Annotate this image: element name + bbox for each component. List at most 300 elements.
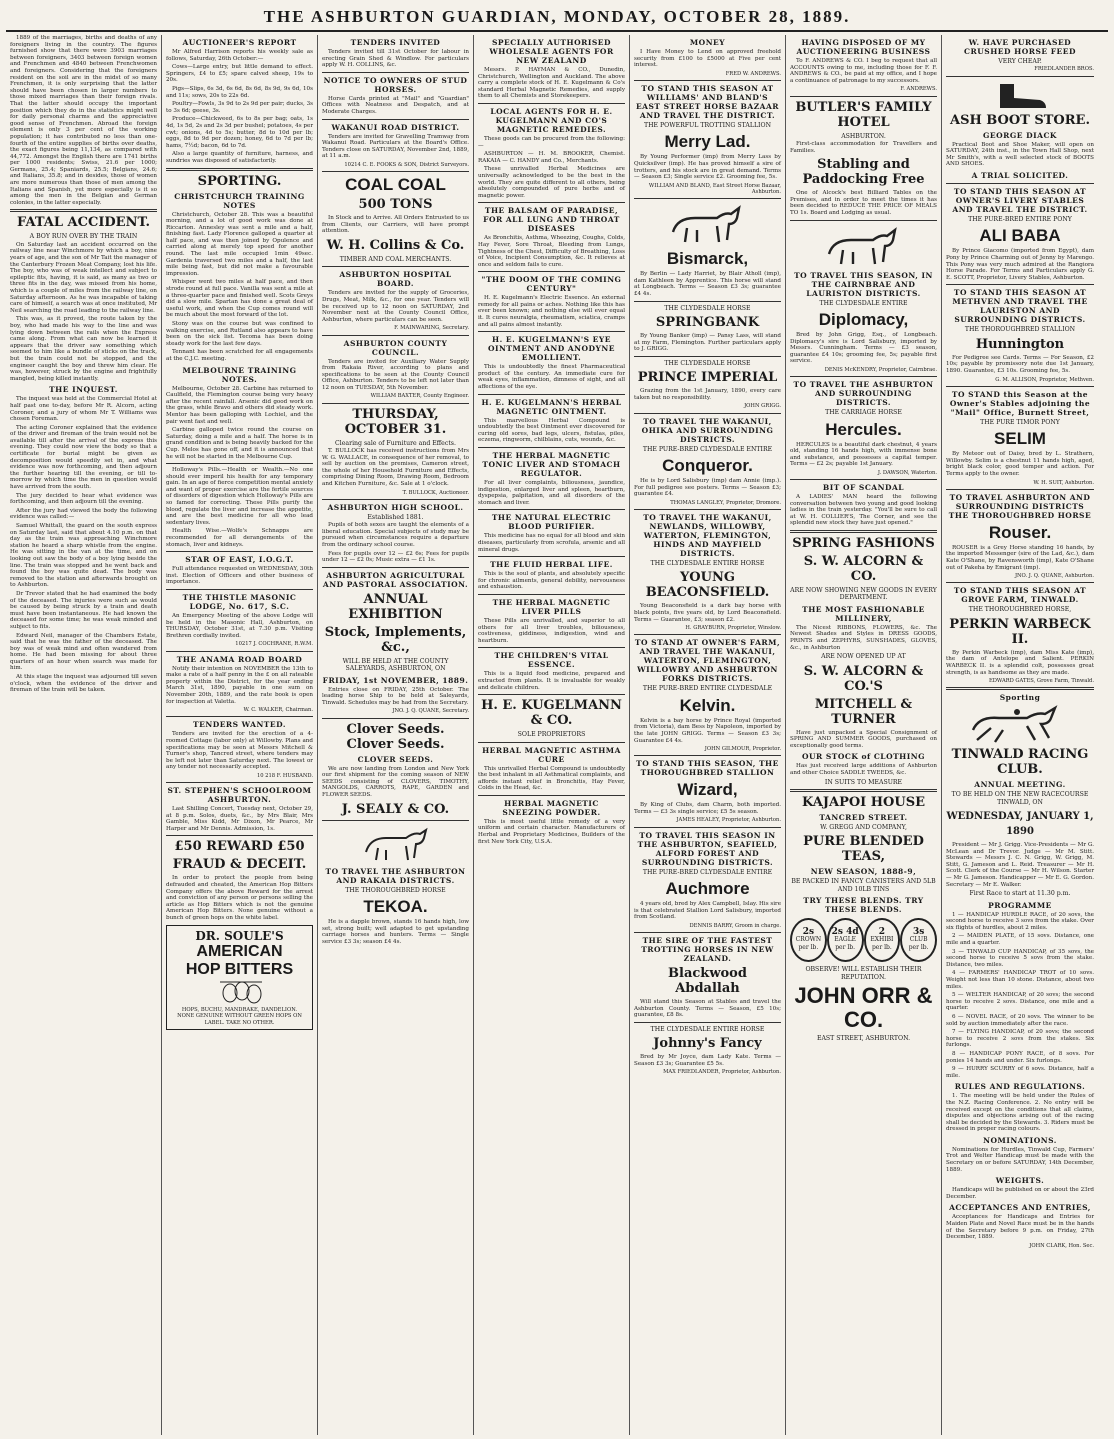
collins-name: W. H. Collins & Co.: [326, 237, 465, 253]
local-text: These unrivalled Herbal Medicines are universally acknowledged to be the best in the world. They are quite different to all others, being absolutely compounded of pure herbs and of magnetic power.: [478, 166, 625, 199]
clearing-sale: Clearing sale of Furniture and Effects.: [335, 439, 456, 447]
race-item: 7 — FLYING HANDICAP, of 20 sovs; the second horse to receive 2 sovs from the stakes. Six furlongs.: [946, 1029, 1094, 1049]
wizard-name: Wizard,: [677, 780, 738, 800]
race-item: 2 — MAIDEN PLATE, of 15 sovs. Distance, one mile and a quarter.: [946, 933, 1094, 947]
officers-text: President — Mr J. Grigg. Vice-Presidents — Mr G. McLean and Dr Trevor. Judge — Mr M. Stitt. Stewards — Messrs J. C. N. Grigg, W. Grigg, M. Stitt, G. Jameson and L. Reid. Treasurer — Mr H. Scott. Clerk of the Course — Mr H. Wilson. Starter — Mr G. Jameson. Handicapper — Mr E. G. Gordon. Secretary — Mr E. Walker.: [946, 842, 1094, 888]
headline-selim: TO STAND this Season at the Owner's Stables adjoining the "Mail" Office, Burnett Street,: [949, 389, 1091, 417]
ali-baba-name: ALI BABA: [979, 226, 1061, 246]
rules-heading: RULES AND REGULATIONS.: [954, 1082, 1086, 1092]
hunnington-sub: THE THOROUGHBRED STALLION: [964, 326, 1076, 334]
hop-bunch-icon: [210, 979, 270, 1005]
merry-sub: THE POWERFUL TROTTING STALLION: [643, 121, 771, 129]
observe-text: OBSERVE! WILL ESTABLISH THEIR REPUTATION.: [805, 966, 922, 981]
race-item: 6 — NOVEL RACE, of 20 sovs. The winner to be sold by auction immediately after the race.: [946, 1013, 1094, 1027]
millinery-text: The Nicest RIBBONS, FLOWERS, &c. The Newest Shades and Styles in DRESS GOODS, PRINTS and ZEPHYRS, SUNSHADES, GLOVES, &c., in Ashburton: [790, 624, 937, 651]
thistle-signature: 10217 J. COCHRANE, R.W.M.: [235, 641, 313, 648]
very-cheap: VERY CHEAP.: [998, 58, 1042, 65]
george-diack: GEORGE DIACK: [983, 130, 1057, 140]
johnny-sub: THE CLYDESDALE ENTIRE HORSE: [650, 1025, 765, 1033]
thistle-text: An Emergency Meeting of the above Lodge will be held in the Masonic Hall, Ashburton, on THURSDAY, October 31st, at 7.30 p.m. Visiting Brethren cordially invited.: [166, 613, 313, 639]
diplomacy-signature: DENIS McKENDRY, Proprietor, Cairnbrae.: [824, 366, 937, 373]
fatal-paragraph-1: On Saturday last an accident occurred on the railway line near Winchmore by which a boy, nine years of age, and the son of Mr Tait the manager of the Canterbury Frozen Meat Company, lost his life. The boy, who was of weak intellect and subject to epileptic fits, having, it is said, as many as two or three fits in the day, was missed from his home, which is a couple of miles from the railway line, on Saturday afternoon. As he was incapable of taking care of himself, a search was at once instituted, Mr Neil searching the road leading to the railway line.: [10, 241, 157, 314]
auchmore-name: Auchmore: [665, 879, 750, 899]
high-school-established: Established 1881.: [367, 513, 424, 521]
sport-text: Christchurch, October 28. This was a beautiful morning, and a lot of good work was done at Riccarton. Annesley was sent a mile and a half, finishing fast. Lady Florence galloped a quarter at half pace, and was then joined by Opulence and carried along at merely top speed for another round. The last mile occupied 1min 49sec. Gardenia traversed two miles and a half, the last mile being fast, but did not make a favourable impression.: [166, 211, 313, 277]
millinery-banner: THE MOST FASHIONABLE MILLINERY,: [802, 604, 925, 623]
hop-bitters-label: HOP BITTERS: [185, 960, 294, 978]
tea-stamp-club: [900, 918, 937, 962]
rouser-name: Rouser.: [988, 522, 1052, 542]
high-school-fees: Fees for pupils over 12 — £2 6s; Fees for pupils under 12 — £2 0s; Music extra — £1 1s.: [322, 550, 469, 564]
headline-liver-pills: THE HERBAL MAGNETIC LIVER PILLS: [492, 597, 611, 616]
boot-icon: [970, 80, 1070, 110]
tea-stamps: [790, 918, 937, 962]
headline-money: MONEY: [689, 38, 726, 47]
headline-stud-horses: NOTICE TO OWNERS OF STUD HORSES.: [323, 75, 468, 94]
headline-merry-lad: TO STAND THIS SEASON AT WILLIAMS' AND BLAND'S EAST STREET HORSE BAZAAR AND TRAVEL THE DISTRICT.: [635, 83, 780, 120]
first-race: First Race to start at 11.30 p.m.: [969, 890, 1071, 898]
headline-having-disposed: HAVING DISPOSED OF MY AUCTIONEERING BUSINESS: [796, 38, 931, 56]
blood-text: This medicine has no equal for all blood and skin diseases, particularly from scrofula, arsenic and all mineral drugs.: [478, 533, 625, 553]
springbank-text: By Young Banker (imp) — Pansy Lass, will stand at my Farm, Flemington. Further particulars apply to J. GRIGG.: [634, 332, 781, 353]
headline-st-stephens: ST. STEPHEN'S SCHOOLROOM ASHBURTON.: [167, 786, 312, 805]
headline-sneezing: HERBAL MAGNETIC SNEEZING POWDER.: [502, 798, 601, 817]
wakanui-signature: 10214 C. E. FOOKS & SON, District Surveyors.: [344, 161, 469, 168]
holloway-ad: Holloway's Pills.—Health or Wealth.—No one should ever imperil his health for any temporary gain. In an age of fierce competition mental anxiety and want of proper exercise are the fertile sources of disorders of digestion which Holloway's Pills are so famed for correcting. These Pills purify the blood, regulate the liver and increase the appetite, and are the best medicine for all who lead sedentary lives.: [166, 467, 313, 526]
inquest-paragraph-2: The acting Coroner explained that the evidence of the driver and fireman of the train would not be available till after the arrival of the express this evening. They could now view the body so that a certificate for burial might be given as decomposition would speedily set in, and what evidence was now forthcoming, and then adjourn the further hearing till the evening, or till to-morrow by which time the men in question would have arrived from the south.: [10, 424, 157, 491]
headline-hospital: ASHBURTON HOSPITAL BOARD.: [339, 270, 452, 289]
headline-conqueror-travel: TO TRAVEL THE WAKANUI, OHIKA AND SURROUNDING DISTRICTS.: [641, 416, 774, 444]
stamp-label: CLUB: [909, 936, 928, 944]
imperial-text: Grazing from the 1st January, 1890, every care taken but no responsibility.: [634, 388, 781, 401]
headline-balsam: THE BALSAM OF PARADISE, FOR ALL LUNG AND THROAT DISEASES: [483, 206, 620, 234]
conqueror-sub: THE PURE-BRED CLYDESDALE ENTIRE: [642, 445, 773, 453]
kajapoi-house: KAJAPOI HOUSE: [801, 795, 926, 811]
weights-heading: WEIGHTS.: [995, 1176, 1045, 1186]
inquest-paragraph-1: The inquest was held at the Commercial Hotel at half past one to-day, before Mr R. Alcorn, acting Coroner, and a jury of whom Mr T. Williams was chosen Foreman.: [10, 396, 157, 423]
stamp-unit: per lb.: [798, 944, 819, 952]
column-3: [318, 35, 474, 1435]
hospital-signature: F. MAINWARING, Secretary.: [394, 325, 469, 332]
headline-crushed-feed: W. HAVE PURCHASED CRUSHED HORSE FEED: [964, 38, 1076, 56]
alcorn-name-2: S. W. ALCORN & CO.'S: [803, 663, 924, 694]
headline-magnetic-ointment: H. E. KUGELMANN'S HERBAL MAGNETIC OINTMENT.: [481, 397, 622, 416]
annual-exhibition: ANNUAL EXHIBITION: [348, 591, 443, 622]
tenders-signature: 10 218 F. HUSBAND.: [256, 772, 313, 779]
headline-tekoa-travel: TO TRAVEL THE ASHBURTON AND RAKAIA DISTRICTS.: [325, 866, 466, 885]
headline-sporting: SPORTING.: [197, 173, 282, 189]
clover-text: We are now landing from London and New York our first shipment for the coming season of NEW SEEDS consisting of CLOVERS, TIMOTHY, MANGOLDS, CARROTS, RAPE, GARDEN and FLOWER SEEDS.: [322, 765, 469, 798]
selim-signature: W. H. SUIT, Ashburton.: [1033, 479, 1094, 486]
prince-imperial-name: PRINCE IMPERIAL: [637, 370, 778, 386]
meeting-date: WEDNESDAY, JANUARY 1, 1890: [946, 811, 1094, 838]
exhibition-location: WILL BE HELD AT THE COUNTY SALEYARDS, ASHBURTON, ON: [342, 657, 449, 673]
star-text: Full attendance requested on WEDNESDAY, 30th inst. Election of Officers and other business of importance.: [166, 566, 313, 586]
headline-kelvin: TO STAND AT OWNER'S FARM, AND TRAVEL THE WAKANUI, WATERTON, FLEMINGTON, WILLOWBY AND ASHBURTON FORKS DISTRICTS.: [634, 638, 781, 684]
tenders-text: Tenders are invited for the erection of a 4-roomed Cottage (labor only) at Willowby. Plans and specifications may be seen at Messrs Mitchell & Turner's shop, Tancred street, where tenders may be left not later than Saturday next. The lowest or any tender not necessarily accepted.: [166, 731, 313, 771]
headline-tonic: THE HERBAL MAGNETIC TONIC LIVER AND STOMACH REGULATOR.: [482, 451, 621, 478]
masthead: THE ASHBURTON GUARDIAN, MONDAY, OCTOBER 28, 1889.: [6, 4, 1108, 32]
rouser-text: ROUSER is a Grey Horse standing 16 hands, by the imported Messenger (sire of the Lad, &c.), dam Kate O'Shane, by Ravensworth (imp), Kate O'Shane out of Pakeha by Emigrant (imp).: [946, 544, 1094, 571]
asthma-text: This unrivalled Herbal Compound is undoubtedly the best inhalant in all Asthmatical complaints, and affords instant relief in Bronchitis, Hay Fever, Colds in the Head, &c.: [478, 765, 625, 792]
headline-doom: "THE DOOM OF THE COMING CENTURY": [481, 275, 622, 294]
inquest-paragraph-7: Edward Neil, manager of the Chambers Estate, said that he was the father of the deceased. The boy was of weak mind and often wandered from home. He had been missing for about three quarters of an hour when search was made for him.: [10, 632, 157, 672]
stamp-price: 2s: [802, 927, 815, 938]
headline-young-travel: TO TRAVEL THE WAKANUI, NEWLANDS, WILLOWBY, WATERTON, FLEMINGTON, HINDS AND MAYFIELD DISTRICTS.: [643, 512, 772, 558]
headline-inquest: THE INQUEST.: [49, 385, 118, 395]
conqueror-signature: THOMAS LANGLEY, Proprietor, Dromore.: [670, 499, 781, 506]
friedlander-signature: FRIEDLANDER BROS.: [1034, 66, 1094, 73]
hunnington-name: Hunnington: [975, 336, 1065, 352]
coal-tons: 500 TONS: [358, 197, 433, 213]
race-item: 3 — TINWALD CUP HANDICAP, of 35 sovs, the second horse to receive 5 sovs from the stake. Distance, two miles.: [946, 948, 1094, 968]
young-text: Young Beaconsfield is a dark bay horse with black points, five years old, by Lord Beaconsfield. Terms — Guarantee, £3; season £2.: [634, 603, 781, 623]
article-intro: 1889 of the marriages, births and deaths of any foreigners living in the country. The figures furnished show that there were 3903 marriages between foreigners, 3403 between foreign women and Frenchmen and 4840 between Frenchwomen and foreigners. Considering that the foreigners resident on the soil are in the midst of so many Frenchmen, it is only surprising that the latter should have been chosen in larger numbers to those mixed marriages than their foreign rivals. That the latter should occupy the important position which they do in the statistics might well for daily personal charms and the appreciative good sense of Frenchmen. Abroad the foreign element is only 3 per cent of the working population; it has contributed no less than one-fourth of the entire supplies of births over deaths, the exact figures being 11,134, as compared with 44,772. Amongst the English there are 1741 births per 1000 residents; Swiss, 21.6 per 1000; Germans, 25.4; Spaniards, 25.5; Belgians, 24.6; and Italians, 35.8; and in desides, those of women are more numerous than those of men among the Italians and Spanish, yet more especially is it so among the men in the Belgian and German colonies, in the latter especially.: [10, 35, 157, 206]
melbourne-text: Carbine galloped twice round the course on Saturday, doing a mile and a half. The horse is in grand condition and is being heavily backed for the Cup. Melos has gone off, and it is announced that he will not be started in the Melbourne Cup.: [166, 427, 313, 460]
johnny-text: Bred by Mr Joyce, dam Lady Kate. Terms — Season £3 3s; Guarantee £5 5s.: [634, 1054, 781, 1067]
auction-text: Pigs—Slips, 6s 3d, 6s 6d, 8s 6d, 8s 9d, 9s 6d, 10s and 11s; sows, 20s to 22s 6d.: [166, 85, 313, 99]
selim-name: SELIM: [994, 429, 1046, 449]
perkin-sub: THE THOROUGHBRED HORSE,: [968, 606, 1072, 614]
stamp-unit: per lb.: [871, 944, 892, 952]
hunnington-signature: G. M. ALLISON, Proprietor, Methven.: [995, 376, 1094, 383]
clover-banner: Clover Seeds. Clover Seeds.: [346, 721, 445, 752]
doom-text: H. E. Kugelmann's Electric Essence. An external remedy for all pains or aches. Nothing like this has ever been known; and nothing else will ever equal it. It cures neuralgia, rheumatism, sciatica, cramps and all pains almost instantly.: [478, 295, 625, 328]
hop-footer: NONE GENUINE WITHOUT GREEN HOPS ON LABEL. TAKE NO OTHER.: [177, 1013, 302, 1026]
ash-boot-store: ASH BOOT STORE.: [950, 112, 1090, 128]
headline-hunnington: TO STAND THIS SEASON AT METHVEN AND TRAVEL THE LAURISTON AND SURROUNDING DISTRICTS.: [952, 288, 1088, 325]
pure-blended-teas: PURE BLENDED TEAS,: [803, 834, 924, 865]
clydesdale-sub: THE CLYDESDALE HORSE: [664, 304, 751, 312]
spring-fashions: SPRING FASHIONS: [792, 536, 935, 552]
balsam-text: As Bronchitis, Asthma, Wheezing, Coughs, Colds, Hay Fever, Sore Throat, Bleeding from Lungs, Tightness of the Chest, Difficulty of Breathing, Loss of Voice, Incipient Consumption, &c. It relieves at once and seldom fails to cure.: [478, 235, 626, 268]
rouser-signature: JNO. J. Q. QUANE, Ashburton.: [1014, 573, 1094, 580]
headline-tenders-wanted: TENDERS WANTED.: [193, 720, 286, 730]
headline-perkin: TO STAND THIS SEASON AT GROVE FARM, TINWALD.: [953, 586, 1087, 605]
sport-text: Whisper went two miles at half pace, and then strode round at full pace. Vanilla was sent a mile at a three-quarter pace and finished well. Scots Greys did a slow mile. Spartan has done a great deal of useful work, and when the Cup comes round will be much about the most forward of the lot.: [166, 279, 313, 319]
blackwood-text: Will stand this Season at Stables and travel the Ashburton County. Terms — Season, £5 10s; guarantee, £8 8s.: [634, 999, 781, 1019]
money-text: I Have Money to Lend on approved freehold security from £100 to £5000 at Five per cent interest.: [634, 49, 781, 69]
johnny-signature: MAX FRIEDLANDER, Proprietor, Ashburton.: [663, 1069, 781, 1076]
sealy-name: J. SEALY & CO.: [341, 801, 450, 817]
auchmore-text: 4 years old, bred by Alex Campbell, Islay. His sire is that celebrated Stallion Lord Salisbury, imported from Scotland.: [634, 901, 781, 921]
fatal-paragraph-2: This was, as it proved, the route taken by the boy, who had made his way to the line and was lying down between the rails when the Express came along. From what can now be learned it appears that the driver saw something which seemed to him like a bundle of sticks on the track, but the train could not be stopped, and the engineer caught the boy and threw him clear. He was, however, struck by the engine and frightfully mangled, being killed instantly.: [10, 316, 157, 382]
column-6: [786, 35, 942, 1435]
gregg-company: W. GREGG AND COMPANY,: [820, 824, 907, 832]
butlers-town: ASHBURTON.: [841, 132, 886, 140]
tea-stamp-eagle: [827, 918, 864, 962]
health-ad: Health Wise.—Wolfe's Schnapps are recommended for all derangements of the stomach, liver and kidneys.: [166, 528, 313, 548]
children-text: This is a liquid food medicine, prepared and extracted from plants. It is invaluable for weakly and delicate children.: [478, 671, 625, 691]
auction-text: Also a large quantity of furniture, harness, and sundries was disposed of satisfactorily.: [166, 151, 313, 164]
inquest-paragraph-6: Dr Trevor stated that he had examined the body of the deceased. The injuries were such as would be caused by being struck by a train and death must have been instantaneous. He had known the deceased for some time; he was weak minded and subject to fits.: [10, 590, 157, 630]
nominations-heading: NOMINATIONS.: [983, 1135, 1057, 1145]
rules-text: 1. The meeting will be held under the Rules of the N.Z. Racing Conference. 2. No entry will be received except on the conditions that all claims, disputes and objections arising out of the racing shall be decided by the Stewards. 3. Riders must be dressed in proper racing colours.: [946, 1093, 1094, 1133]
butlers-text: First-class accommodation for Travellers and Families.: [790, 140, 937, 154]
blackwood-name: Blackwood Abdallah: [668, 966, 747, 997]
stabling-text: One of Alcock's best Billiard Tables on the Premises, and in order to meet the times it has been decided to REDUCE THE PRICE OF MEALS TO 1s. Board and Lodging as usual.: [790, 190, 937, 216]
scandal-text: A LADIES' MAN heard the following conversation between two young and good looking ladies in the train yesterday. "You'll be sure to call at W. H. COLLIER'S, The Corner, and see the splendid new stock they have just opened.": [790, 494, 937, 527]
having-text: To F. ANDREWS & CO. I beg to request that all ACCOUNTS owing to me, including those for F. F. ANDREWS & CO., be paid at my office, and I hope a continuance of patronage to my successors.: [790, 58, 937, 84]
inquest-paragraph-8: At this stage the inquest was adjourned till seven o'clock, when the evidence of the driver and fireman of the train will be taken.: [10, 674, 157, 694]
headline-auctioneer: AUCTIONEER'S REPORT: [182, 38, 297, 47]
clothing-text: Has just received large additions of Ashburton and other Choice SADDLE TWEEDS, &c.: [790, 763, 937, 777]
eye-text: This is undoubtedly the finest Pharmaceutical product of the century. An immediate cure for weak eyes, inflammation, dimness of sight, and all affections of the eye.: [478, 364, 625, 391]
stamp-price: 2: [878, 927, 885, 938]
ali-text: By Prince Giacomo (imported from Egypt), dam Pony by Prince Charming out of Jenny by Marengo. This Pony was very much admired at the Rangiora Horse Parade. For Terms and Particulars apply G. E. SCOTT, Proprietor, Livery Stables, Ashburton.: [946, 248, 1094, 281]
reward-banner: £50 REWARD £50: [174, 839, 305, 855]
alcorn-showing: ARE NOW SHOWING NEW GOODS IN EVERY DEPARTMENT.: [790, 587, 937, 602]
bullock-signature: T. BULLOCK, Auctioneer.: [402, 489, 469, 496]
anama-signature: W. C. WALKER, Chairman.: [243, 707, 313, 714]
horse-icon: [819, 224, 909, 268]
perkin-warbeck-name: PERKIN WARBECK II.: [949, 616, 1091, 647]
tender-invited-text: Tenders invited till 31st October for labour in erecting Grain Shed & Windlow. For particulars apply W. H. COLLINS, &c.: [322, 49, 469, 69]
young-sub: THE CLYDESDALE ENTIRE HORSE: [650, 559, 765, 567]
auchmore-sub: THE PURE-BRED CLYDESDALE ENTIRE: [642, 868, 773, 876]
dr-soule-label: DR. SOULE'S: [195, 928, 284, 943]
headline-ali-baba: TO STAND THIS SEASON AT OWNER'S LIVERY STABLES AND TRAVEL THE DISTRICT.: [952, 186, 1088, 214]
headline-hercules: TO TRAVEL THE ASHBURTON AND SURROUNDING DISTRICTS.: [793, 380, 934, 408]
auction-text: Produce—Chickweed, 6s to 8s per bag; oats, 1s 4d, 1s 5d, 2s and 2s 3d per bushel; potatoes, 4s per cwt; onions, 4d to 5s; butter, 8d to 10d per lb; eggs, 8d to 9d per dozen; honey, 6d to 7d per lb; hams, 7½d; bacon, 6d to 7d.: [166, 116, 313, 149]
inquest-paragraph-4: After the jury had viewed the body the following evidence was called:—: [10, 507, 157, 521]
john-orr-name: JOHN ORR & CO.: [794, 983, 933, 1033]
local-text: These goods can be procured from the following:—: [478, 135, 625, 149]
diplomacy-name: Diplomacy,: [818, 309, 909, 329]
stock-implements: Stock, Implements, &c.,: [324, 624, 467, 655]
race-item: 1 — HANDICAP HURDLE RACE, of 20 sovs, the second horse to receive 3 sovs from the stake. Over six flights of hurdles, about 2 miles.: [946, 911, 1094, 931]
bismarck-text: By Berlin — Lady Harriet, by Blair Atholl (imp), dam Kathleen by Apprentice. This horse will stand at Longbeach. Terms — Season £3 3s; guarantee £4 4s.: [634, 271, 781, 297]
inquest-paragraph-3: The jury decided to hear what evidence was forthcoming, and then adjourn till the evening.: [10, 492, 157, 506]
kelvin-text: Kelvin is a bay horse by Prince Royal (imported from Victoria), dam Bess by Napoleon, imported by the late JOHN GRIGG. Terms — Season £3 3s; Guarantee £4 4s.: [634, 717, 781, 744]
hercules-signature: J. DAWSON, Waterton.: [877, 469, 937, 476]
merry-text: By Young Performer (imp) from Merry Lass by Quicksilver (imp). He has proved himself a sire of trotters, and his stock are in great demand. Terms — Season £3; Single service £2. Grooming fee, 5s.: [634, 154, 781, 181]
kelvin-signature: JOHN GILMOUR, Proprietor.: [704, 746, 781, 753]
headline-local-agents: LOCAL AGENTS FOR H. E. KUGELMANN AND CO'S MAGNETIC REMEDIES.: [490, 106, 613, 134]
stud-text: Horse Cards printed at "Mail" and "Guardian" Offices with Neatness and Despatch, and at Moderate Charges.: [322, 95, 469, 115]
racehorse-icon: [965, 704, 1075, 744]
column-7: [942, 35, 1098, 1435]
stephen-text: Last Shilling Concert, Tuesday next, October 29, at 8 p.m. Solos, duets, &c., by Mrs Blair, Mrs Gamble, Miss Kidd, Mr Dixon, Mr Pearce, Mr Harper and Mr Dennis. Admission, 1s.: [166, 806, 313, 832]
stamp-unit: per lb.: [835, 944, 856, 952]
headline-scandal: BIT OF SCANDAL: [822, 483, 905, 493]
stabling-banner: Stabling and Paddocking Free: [802, 157, 925, 188]
perkin-text: By Perkin Warbeck (imp), dam Miss Kate (imp), the dam of Antelope and Salient. PERKIN WARBECK II. is a splendid colt, possesses great strength, is as handsome as they are made.: [946, 649, 1094, 676]
clothing-banner: OUR STOCK of CLOTHING: [801, 752, 926, 762]
headline-county-council: ASHBURTON COUNTY COUNCIL.: [343, 338, 448, 357]
columns: [6, 35, 1108, 1435]
stamp-price: 2s 4d: [831, 927, 859, 938]
mitchell-turner: MITCHELL & TURNER: [814, 696, 913, 727]
anama-text: Notify their intention on NOVEMBER the 13th to make a rate of a half penny in the £ on all rateable property within the District, for the year ending March 31st, 1890, payable in one sum on November 20th, 1889, and the rate book is open for inspection at Valetta.: [166, 665, 313, 705]
county-text: Tenders are invited for Auxiliary Water Supply from Rakaia River, according to plans and specifications to be seen at the County Council Office, Ashburton. Tenders to be left not later than 12 noon on TUESDAY, 5th November.: [322, 358, 469, 391]
wakanui-text: Tenders are invited for Gravelling Tramway from Wakanui Road. Particulars at the Board's Office. Tenders close on SATURDAY, November 2nd, 1889, at 11 a.m.: [322, 133, 469, 160]
magnetic-text: This marvellous Herbal Compound is undoubtedly the best Ointment ever discovered for curing old sores, bad legs, ulcers, fistulas, piles, eczema, ringworm, chilblains, cuts, wounds, &c.: [478, 417, 625, 444]
kugelmann-name: H. E. KUGELMANN & CO.: [481, 698, 622, 729]
sporting-label: Sporting: [999, 693, 1041, 703]
headline-fluid: THE FLUID HERBAL LIFE.: [490, 560, 613, 570]
to-be-held: TO BE HELD ON THE NEW RACECOURSE TINWALD, ON: [951, 791, 1089, 806]
race-item: 9 — HURRY SCURRY of 6 sovs. Distance, half a mile.: [946, 1066, 1094, 1079]
john-orr-address: EAST STREET, ASHBURTON.: [816, 1035, 911, 1043]
clover-seeds: CLOVER SEEDS.: [357, 754, 434, 764]
sport-text: Tennant has been scratched for all engagements at the C.J.C. meeting.: [166, 349, 313, 362]
horse-icon: [356, 824, 436, 864]
fluid-text: This is the soul of plants, and absolutely specific for chronic ailments, general debility, nervousness and exhaustion.: [478, 571, 625, 591]
stamp-unit: per lb.: [908, 944, 929, 952]
diplomacy-sub: THE CLYDESDALE ENTIRE: [819, 299, 908, 307]
exhibition-date: FRIDAY, 1st NOVEMBER, 1889.: [322, 675, 469, 685]
column-2: [162, 35, 318, 1435]
hunnington-text: For Pedigree see Cards. Terms — For Season, £2 10s; payable by promissory note due 1st January, 1890. Guarantee, £3 10s. Grooming fee, 5s.: [946, 354, 1094, 374]
conqueror-text: He is by Lord Salisbury (imp) dam Annie (imp.). For full pedigree see posters. Terms — Season £3; guarantee £4.: [634, 477, 781, 498]
stamp-label: CROWN: [795, 936, 822, 944]
suits-to-measure: IN SUITS TO MEASURE: [824, 778, 903, 786]
kelvin-sub: THE PURE-BRED ENTIRE CLYDESDALE: [642, 685, 773, 693]
headline-tenders-invited: TENDERS INVITED: [350, 38, 441, 47]
headline-blood: THE NATURAL ELECTRIC BLOOD PURIFIER.: [491, 513, 612, 532]
bismarck-name: Bismarck,: [666, 249, 749, 269]
race-item: 4 — FARMERS' HANDICAP TROT of 10 sovs. Weight not less than 10 stone. Distance, about two miles.: [946, 970, 1094, 990]
headline-auchmore: TO TRAVEL THIS SEASON IN THE ASHBURTON, SEAFIELD, ALFORD FOREST AND SURROUNDING DISTRICTS.: [637, 830, 778, 867]
tancred-street: TANCRED STREET.: [819, 813, 908, 823]
high-school-text: Pupils of both sexes are taught the elements of a liberal education. Special subjects of study may be pursued when circumstances require a departure from the ordinary school course.: [322, 522, 469, 549]
butlers-hotel: BUTLER'S FAMILY HOTEL: [795, 99, 932, 130]
tea-stamp-exhibition: [864, 918, 901, 962]
fraud-banner: FRAUD & DECEIT.: [172, 857, 307, 873]
thursday-banner: THURSDAY, OCTOBER 31.: [344, 406, 447, 437]
fraud-text: In order to protect the people from being defrauded and cheated, the American Hop Bitters Company offers the above Reward for the arrest and conviction of any person or persons selling the article as Hop Bitters which is not the genuine American Hop Bitters. None genuine without a bunch of green hops on the white label.: [166, 875, 313, 922]
johnnys-fancy-name: Johnny's Fancy: [653, 1036, 762, 1052]
local-text: ASHBURTON — H. M. BROOKER, Chemist. RAKAIA — C. HANDY and Co., Merchants.: [478, 151, 625, 164]
headline-star-of-east: STAR OF EAST, I.O.G.T.: [185, 555, 294, 565]
headline-diplomacy: TO TRAVEL THIS SEASON, IN THE CAIRNBRAE AND LAURISTON DISTRICTS.: [794, 270, 933, 298]
acceptances-text: Acceptances for Handicaps and Entries for Maiden Plate and Novel Race must be in the hands of the Secretary before 9 p.m. on Friday, 27th December, 1889.: [946, 1214, 1094, 1241]
headline-wizard: TO STAND THIS SEASON, THE THOROUGHBRED STALLION: [636, 759, 779, 778]
kelvin-name: Kelvin.: [679, 695, 736, 715]
tekoa-sub: THE THOROUGHBRED HORSE: [345, 886, 446, 894]
exhibition-text: Entries close on FRIDAY, 25th October. The leading horse Ship to be held at Saleyards, Tinwald. Schedules may be had from the Secretary.: [322, 686, 469, 706]
stamp-price: 3s: [912, 927, 925, 938]
new-season: NEW SEASON, 1888-9,: [810, 867, 917, 877]
imperial-sub: THE CLYDESDALE HORSE: [664, 359, 751, 367]
tekoa-text: He is a dapple brown, stands 16 hands high, low set, strong built; well adapted to get upstanding carriage horses and hunters. Terms — Single service £3 3s; season £4 4s.: [322, 918, 469, 945]
hop-bitters-ad: [166, 925, 313, 1030]
headline-children: THE CHILDREN'S VITAL ESSENCE.: [494, 651, 609, 670]
young-beaconsfield-name: YOUNG BEACONSFIELD.: [645, 570, 770, 601]
auction-text: Mr Alfred Harrison reports his weekly sale as follows, Saturday, 26th October:—: [166, 49, 313, 62]
acceptances-heading: ACCEPTANCES AND ENTRIES,: [949, 1203, 1091, 1213]
inquest-paragraph-5: Samuel Whittall, the guard on the south express on Saturday last, said that about 4.10 p.m. on that day as the train was approaching Winchmore station he heard a sharp whistle from the engine. He was sitting in the van at the time, and on looking out saw the body of a boy lying beside the line. The train was stopped and he went back and found the boy was quite dead. The body was removed to the station and afterwards brought on to Ashburton.: [10, 523, 157, 589]
tekoa-name: TEKOA.: [363, 896, 428, 916]
auchmore-signature: DENNIS BARRY, Groom in charge.: [689, 922, 781, 929]
having-signature: F. ANDREWS.: [900, 86, 937, 93]
wizard-text: By King of Clubs, dam Charm, both imported. Terms — £3 3s single service; £5 5s season.: [634, 802, 781, 815]
melbourne-text: Melbourne, October 28. Carbine has returned to Caulfield, the Flemington course being very heavy after the recent rainfall. Arsenic did good work on the grass, while Bravo and others did steady work. Mentor has been galloping with Lochiel, and the pair went fast and well.: [166, 385, 313, 425]
hospital-text: Tenders are invited for the supply of Groceries, Drugs, Meat, Milk, &c., for one year. Tenders will be received up to 12 noon on SATURDAY, 2nd November next at the County Council Office, Ashburton, where particulars can be seen.: [322, 290, 469, 323]
liver-text: These Pills are unrivalled, and superior to all others for all liver troubles, biliousness, costiveness, giddiness, indigestion, wind and heartburn.: [478, 617, 625, 644]
have-text: Have just unpacked a Special Consignment of SPRING AND SUMMER GOODS, purchased on exceptionally good terms.: [790, 729, 937, 749]
hercules-sub: THE CARRIAGE HORSE: [825, 409, 902, 417]
stamp-label: EXHIBI: [870, 936, 894, 944]
headline-eye-ointment: H. E. KUGELMANN'S EYE OINTMENT AND ANODYNE EMOLLIENT.: [488, 335, 615, 363]
headline-blackwood: THE SIRE OF THE FASTEST TROTTING HORSES IN NEW ZEALAND.: [641, 936, 774, 964]
tonic-text: For all liver complaints, biliousness, jaundice, indigestion, enlarged liver and spleen, heartburn, dyspepsia, palpitation, and all disorders of the stomach and liver.: [478, 480, 625, 506]
headline-asthma: HERBAL MAGNETIC ASTHMA CURE: [482, 745, 621, 764]
tea-stamp-crown: [790, 918, 827, 962]
race-item: 5 — WELTER HANDICAP, of 20 sovs; the second horse to receive 2 sovs. Distance, one mile and a quarter.: [946, 992, 1094, 1012]
packed-text: BE PACKED IN FANCY CANISTERS AND 5LB AND 10LB TINS: [791, 878, 936, 893]
headline-wakanui: WAKANUI ROAD DISTRICT.: [331, 122, 460, 132]
selim-text: By Meteor out of Daisy, bred by L. Strathern, Willowby. Selim is a chestnut 11 hands high, aged, bright black color, good temper and action. For Terms apply to the owner.: [946, 451, 1094, 477]
wizard-signature: JAMES HEALEY, Proprietor, Ashburton.: [676, 817, 781, 824]
programme-heading: PROGRAMME: [988, 900, 1052, 910]
hop-ingredients: HOPS, BUCHU, MANDRAKE, DANDELION.: [181, 1007, 298, 1014]
headline-rouser: TO TRAVEL ASHBURTON AND SURROUNDING DISTRICTS THE THOROUGHBRED HORSE: [948, 492, 1092, 520]
coal-text: In Stock and to Arrive. All Orders Entrusted to us from Clients, our Carriers, will have prompt attention.: [322, 215, 469, 235]
column-1: [6, 35, 162, 1435]
imperial-signature: JOHN GRIGG.: [744, 403, 781, 410]
acceptances-signature: JOHN CLARK, Hon. Sec.: [1029, 1242, 1094, 1249]
headline-agents: SPECIALLY AUTHORISED WHOLESALE AGENTS FOR NEW ZEALAND: [489, 38, 614, 65]
diplomacy-text: Bred by John Grigg, Esq., of Longbeach. Diplomacy's sire is Lord Salisbury, imported by Messrs. Cunningham. Terms — £3 season, guarantee £4 10s; grooming fee, 5s; payable first service.: [790, 331, 937, 365]
sneezing-text: This is most useful little remedy of a very uniform and certain character. Manufacturers of Herbal and Proprietary Medicines, Builders of the first New York City, U.S.A.: [478, 818, 625, 845]
ali-sub: THE PURE-BRED ENTIRE PONY: [968, 215, 1072, 223]
try-blends: TRY THESE BLENDS. TRY THESE BLENDS.: [803, 896, 924, 915]
annual-meeting: ANNUAL MEETING.: [974, 780, 1066, 790]
exhibition-signature: JNO. J. Q. QUANE, Secretary.: [392, 708, 469, 715]
headline-agricultural: ASHBURTON AGRICULTURAL AND PASTORAL ASSOCIATION.: [322, 570, 469, 589]
nominations-text: Nominations for Hurdles, Tinwald Cup, Farmers' Trot and Welter Handicap must be made with the Secretary on or before SATURDAY, 14th December, 1889.: [946, 1146, 1094, 1173]
tinwald-racing-club: TINWALD RACING CLUB.: [951, 747, 1089, 778]
merry-lad-name: Merry Lad.: [664, 132, 751, 152]
subheadline-fatal: A BOY RUN OVER BY THE TRAIN: [29, 233, 138, 241]
alcorn-name: S. W. ALCORN & CO.: [803, 554, 924, 585]
bullock-text: T. BULLOCK has received instructions from Mrs W. G. WALLACE, in consequence of her removal, to sell by auction on the premises, Cameron street, the whole of her Household Furniture and Effects, comprising Dining Room, Drawing Room, Bedroom and Kitchen Furniture, &c. Sale at 1 o'clock.: [322, 448, 469, 488]
trial-solicited: A TRIAL SOLICITED.: [971, 170, 1069, 180]
american-label: AMERICAN: [196, 942, 283, 960]
stamp-label: EAGLE: [834, 936, 857, 944]
column-4: [474, 35, 630, 1435]
agents-text: Messrs. P. HAYMAN & CO., Dunedin, Christchurch, Wellington and Auckland. The above carry a complete stock of H. E. Kugelmann & Co's standard Herbal Magnetic Remedies, and supply them to all Chemists and Storekeepers.: [478, 67, 625, 100]
headline-high-school: ASHBURTON HIGH SCHOOL.: [327, 502, 464, 512]
springbank-name: SPRINGBANK: [655, 314, 760, 330]
headline-fatal-accident: FATAL ACCIDENT.: [16, 215, 150, 231]
race-item: 8 — HANDICAP PONY RACE, of 8 sovs. For ponies 14 hands and under. Six furlongs.: [946, 1050, 1094, 1064]
coal-banner: COAL COAL: [345, 175, 446, 195]
sport-text: Stony was on the course but was confined to walking exercise, and Rutland also appears to have been on the sick list. Tecoma has been doing steady work for the last few days.: [166, 321, 313, 347]
collins-sub: TIMBER AND COAL MERCHANTS.: [339, 255, 452, 263]
perkin-signature: EDWARD GATES, Grove Farm, Tinwald.: [988, 678, 1094, 685]
headline-melbourne: MELBOURNE TRAINING NOTES.: [182, 365, 297, 384]
selim-sub: THE PURE TIMOR PONY: [980, 418, 1060, 426]
merry-signature: WILLIAM AND BLAND, East Street Horse Bazaar, Ashburton.: [648, 182, 781, 195]
money-signature: FRED W. ANDREWS.: [725, 70, 781, 77]
auction-text: Poultry—Fowls, 3s 9d to 2s 9d per pair; ducks, 3s to 3s 6d; geese, 3s.: [166, 101, 313, 114]
conqueror-name: Conqueror.: [662, 455, 753, 475]
diack-text: Practical Boot and Shoe Maker, will open on SATURDAY, 24th inst., in the Town Hall Shop, next Mr Smith's, with a well selected stock of BOOTS AND SHOES.: [946, 141, 1094, 168]
hercules-name: Hercules.: [825, 419, 902, 439]
auction-text: Cows—Large entry, but little demand to effect. Springers, £4 to £5; spare calved sheep, 19s to 20s.: [166, 64, 313, 84]
sole-proprietors: SOLE PROPRIETORS: [517, 731, 586, 739]
column-5: [630, 35, 786, 1435]
opened-text: ARE NOW OPENED UP AT: [821, 653, 906, 661]
horse-icon: [663, 202, 753, 246]
headline-christchurch: CHRISTCHURCH TRAINING NOTES: [174, 191, 305, 210]
headline-thistle-lodge: THE THISTLE MASONIC LODGE, No. 617, S.C.: [182, 593, 297, 611]
weights-text: Handicaps will be published on or about the 23rd December.: [946, 1187, 1094, 1200]
young-signature: H. GRAYBURN, Proprietor, Winslow.: [685, 625, 781, 632]
